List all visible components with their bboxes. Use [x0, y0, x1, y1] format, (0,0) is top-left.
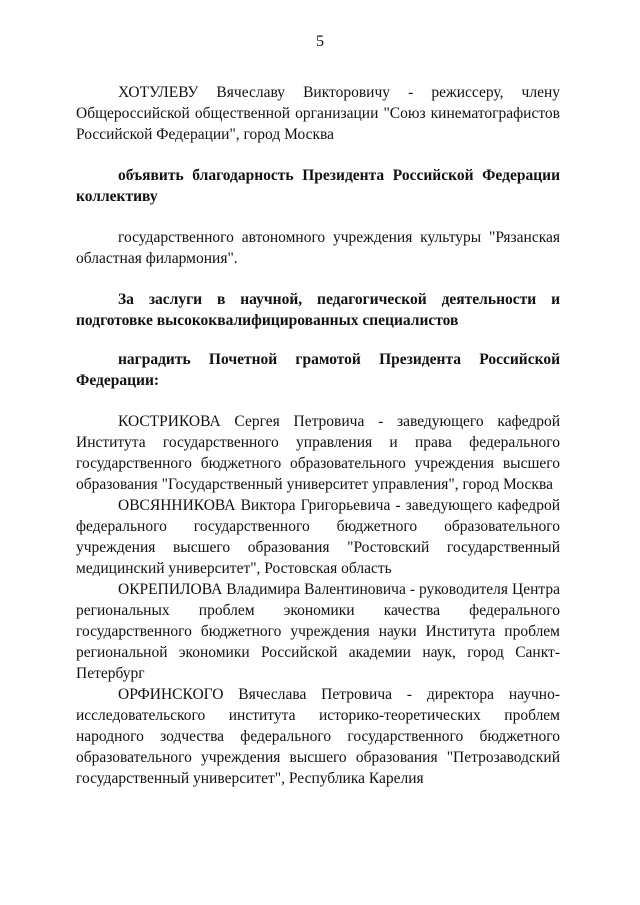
heading-gratitude: объявить благодарность Президента Российской Федерации коллективу	[76, 167, 560, 205]
paragraph-orfinsky: ОРФИНСКОГО Вячеслава Петровича - директора научно-исследовательского института историко-теоретических проблем народного зодчества федерального государственного бюджетного образовательного учреждения высшего образования "Петрозаводский государственный университет", Республика Карелия	[76, 686, 560, 787]
paragraph-khotulev: ХОТУЛЕВУ Вячеславу Викторовичу - режиссеру, члену Общероссийской общественной организации "Союз кинематографистов Российской Федерации", город Москва	[76, 84, 560, 143]
heading-merits: За заслуги в научной, педагогической деятельности и подготовке высококвалифицированных специалистов	[76, 291, 560, 329]
paragraph-kostrikov: КОСТРИКОВА Сергея Петровича - заведующего кафедрой Института государственного управления и права федерального государственного бюджетного образовательного учреждения высшего образования "Государственный университет управления", город Москва	[76, 413, 560, 493]
paragraph-ryazan-philharmonic: государственного автономного учреждения культуры "Рязанская областная филармония".	[76, 229, 560, 267]
page-number: 5	[316, 33, 324, 50]
document-body	[76, 82, 560, 789]
paragraph-ovsyannikov: ОВСЯННИКОВА Виктора Григорьевича - заведующего кафедрой федерального государственного бюджетного образовательного учреждения высшего образования "Ростовский государственный медицинский университет", Ростовская область	[76, 497, 560, 577]
heading-award: наградить Почетной грамотой Президента Российской Федерации:	[76, 351, 560, 389]
paragraph-okrepilov: ОКРЕПИЛОВА Владимира Валентиновича - руководителя Центра региональных проблем экономики качества федерального государственного бюджетного учреждения науки Института проблем региональной экономики Российской академии наук, город Санкт-Петербург	[76, 581, 560, 682]
